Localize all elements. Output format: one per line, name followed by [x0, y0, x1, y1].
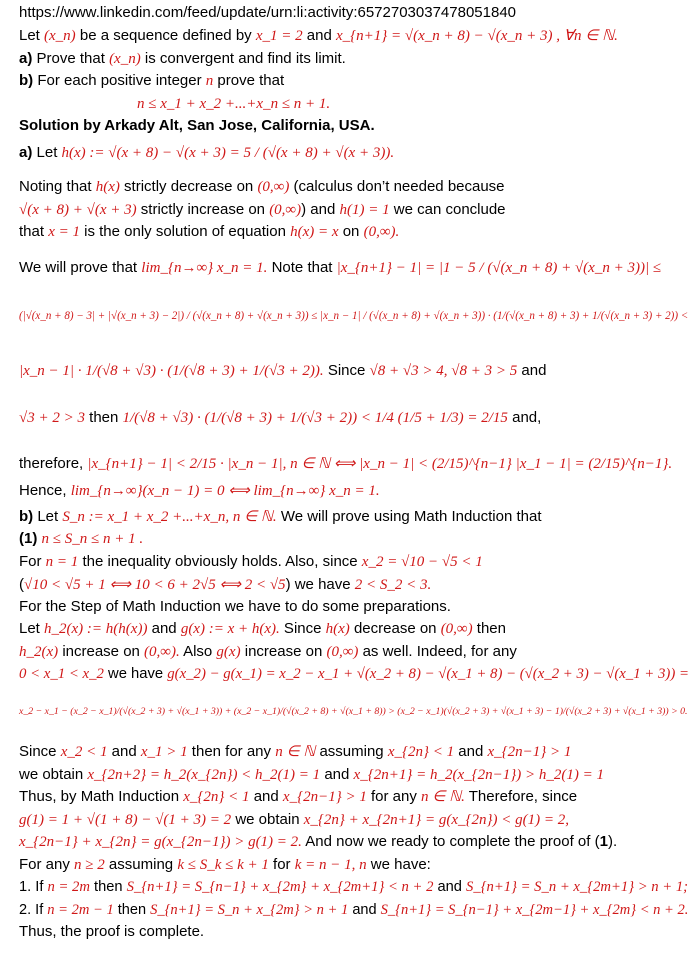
text-run: Let [19, 27, 45, 44]
text-run: ) and [301, 201, 340, 218]
text-run: then [472, 620, 506, 637]
math-expression: x_{2n−1} > 1 [282, 789, 367, 805]
math-expression: √(x + 8) + √(x + 3) [19, 202, 137, 218]
text-line [19, 307, 688, 325]
math-expression: n ≤ S_n ≤ n + 1 . [41, 531, 144, 547]
math-expression: n = 2m [47, 879, 90, 895]
text-line [19, 598, 451, 616]
bold-text: 1 [599, 833, 608, 850]
text-run: increase on [58, 643, 145, 660]
text-line [19, 856, 431, 874]
math-expression: 0 < x_1 < x_2 [19, 666, 104, 682]
text-line [19, 223, 399, 241]
bold-text: (1) [19, 530, 38, 547]
bold-text: b) [19, 72, 34, 89]
text-run: prove that [213, 72, 285, 89]
math-expression: x_{2n} + x_{2n+1} = g(x_{2n}) < g(1) = 2, [303, 812, 570, 828]
text-line [19, 178, 505, 196]
math-expression: S_{n+1} = S_{n−1} + x_{2m−1} + x_{2m} < n + 2. [380, 902, 689, 918]
math-expression: √3 + 2 > 3 [19, 410, 85, 426]
text-run: as well. Indeed, for any [358, 643, 517, 660]
text-line [19, 409, 541, 427]
math-expression: (0,∞) [269, 202, 302, 218]
text-run: Thus, by Math Induction [19, 788, 184, 805]
text-line [19, 743, 571, 761]
math-expression: n = 1 [45, 554, 79, 570]
text-run: For each positive integer [33, 72, 206, 89]
math-expression: S_{n+1} = S_n + x_{2m+1} > n + 1; [466, 879, 689, 895]
math-expression: (0,∞). [363, 224, 400, 240]
math-expression: √10 < √5 + 1 ⟺ 10 < 6 + 2√5 ⟺ 2 < √5 [24, 577, 286, 593]
math-expression: h(x) [95, 179, 120, 195]
math-expression: x_1 = 2 [255, 28, 303, 44]
math-expression: lim_{n→∞}(x_n − 1) = 0 ⟺ lim_{n→∞} x_n = 1. [70, 483, 380, 499]
text-line [19, 259, 661, 277]
text-run: Let [33, 508, 63, 525]
text-run: ( [19, 576, 24, 593]
text-run: and [249, 788, 283, 805]
text-run: and [454, 743, 488, 760]
text-line [19, 620, 506, 638]
text-line [19, 201, 506, 219]
text-run: ). [607, 833, 618, 850]
math-expression: S_{n+1} = S_n + x_{2m} > n + 1 [150, 902, 349, 918]
text-run: Let [19, 620, 45, 637]
text-line [19, 144, 394, 162]
text-line [19, 833, 617, 851]
math-expression: (|√(x_n + 8) − 3| + |√(x_n + 3) − 2|) / (√(x_n + 8) + √(x_n + 3)) ≤ |x_n − 1| / (√(x_n + 8) + √(x_n + 3)) · (1/(√(x_n + 8) + 3) + 1/(√(x_n + 3) + 2)) < [19, 310, 689, 322]
text-run: and [517, 362, 547, 379]
text-run: and, [507, 409, 542, 426]
math-expression: (0,∞) [440, 621, 473, 637]
math-expression: h_2(x) := h(h(x)) [44, 621, 148, 637]
text-run: And now we ready to complete the proof of ( [301, 833, 600, 850]
source-url[interactable] [19, 4, 516, 22]
math-expression: x_2 − x_1 − (x_2 − x_1)/(√(x_2 + 3) + √(x_1 + 3)) + (x_2 − x_1)/(√(x_2 + 8) + √(x_1 + 8)) > (x_2 − x_1)(√(x_2 + 3) + √(x_1 + 3) − 1)/(√(x_2 + 3) + √(x_1 + 3)) > 0. [19, 706, 688, 717]
math-expression: k ≤ S_k ≤ k + 1 [177, 857, 269, 873]
math-expression: g(x) := x + h(x). [180, 621, 280, 637]
text-run: assuming [104, 856, 178, 873]
math-expression: x_{2n} < 1 [183, 789, 250, 805]
math-expression: x_1 > 1 [140, 744, 188, 760]
text-line [19, 50, 346, 68]
text-line [19, 508, 542, 526]
text-run: increase on [240, 643, 327, 660]
text-line [19, 643, 517, 661]
math-expression: (0,∞). [144, 644, 180, 660]
bold-text: b) [19, 508, 34, 525]
text-run: therefore, [19, 455, 88, 472]
text-run: we have [103, 666, 168, 682]
text-run: then [89, 879, 127, 895]
text-line [19, 530, 143, 548]
math-expression: x_{n+1} = √(x_n + 8) − √(x_n + 3) , ∀n ∈ ℕ. [335, 28, 618, 44]
math-expression: (x_n) [109, 51, 141, 67]
text-run: decrease on [349, 620, 441, 637]
text-run: and [320, 766, 354, 783]
text-line [19, 455, 672, 473]
text-run: Therefore, since [464, 788, 578, 805]
math-expression: 2 < S_2 < 3. [354, 577, 432, 593]
math-expression: (x_n) [44, 28, 76, 44]
text-line [19, 576, 431, 594]
text-line [19, 878, 688, 896]
text-run: 2. If [19, 902, 48, 918]
text-run: Since [279, 620, 326, 637]
text-run: and [107, 743, 141, 760]
math-expression: lim_{n→∞} x_n = 1. [141, 260, 268, 276]
text-line [19, 482, 380, 500]
bold-text: a) [19, 50, 33, 67]
bold-text: a) [19, 144, 33, 161]
math-expression: x_2 < 1 [60, 744, 108, 760]
text-line [19, 811, 569, 829]
math-expression: g(1) = 1 + √(1 + 8) − √(1 + 3) = 2 [19, 812, 232, 828]
text-line [19, 703, 688, 721]
text-line [19, 901, 688, 919]
text-run: then for any [187, 743, 276, 760]
text-line [19, 923, 204, 941]
text-run: For [19, 553, 46, 570]
text-run: Also [179, 643, 217, 660]
math-expression: x_{2n−1} > 1 [487, 744, 572, 760]
bold-text: Solution by Arkady Alt, San Jose, California, USA. [19, 117, 375, 134]
text-run: we obtain [19, 766, 88, 783]
text-run: Since [19, 743, 61, 760]
text-run: we have: [366, 856, 431, 873]
text-run: we obtain [231, 811, 304, 828]
text-run: we can conclude [389, 201, 506, 218]
math-expression: |x_n − 1| · 1/(√8 + √3) · (1/(√8 + 3) + 1/(√3 + 2)). [19, 363, 324, 379]
math-expression: h(x) = x [290, 224, 339, 240]
text-line [19, 72, 284, 90]
text-line [19, 27, 618, 45]
text-run: and [147, 620, 181, 637]
text-run: 1. If [19, 879, 48, 895]
text-run: for [268, 856, 295, 873]
math-expression: x_{2n+1} = h_2(x_{2n−1}) > h_2(1) = 1 [353, 767, 604, 783]
text-line [19, 665, 689, 683]
text-run: Note that [267, 259, 337, 276]
text-run: for any [366, 788, 422, 805]
text-line [137, 95, 330, 113]
math-expression: x_{2n+2} = h_2(x_{2n}) < h_2(1) = 1 [87, 767, 321, 783]
math-expression: n [205, 73, 214, 89]
text-run: strictly decrease on [119, 178, 258, 195]
text-run: Thus, the proof is complete. [19, 923, 205, 940]
text-run: then [84, 409, 123, 426]
math-expression: S_n := x_1 + x_2 +...+x_n, n ∈ ℕ. [62, 509, 277, 525]
text-run: For any [19, 856, 75, 873]
math-expression: x_{2n} < 1 [387, 744, 455, 760]
text-line [19, 788, 577, 806]
math-expression: n ≥ 2 [74, 857, 105, 873]
text-run: is convergent and find its limit. [140, 50, 346, 67]
math-expression: n ∈ ℕ [275, 744, 316, 760]
math-expression: √8 + √3 > 4, √8 + 3 > 5 [369, 363, 518, 379]
math-expression: h_2(x) [19, 644, 59, 660]
text-run: For the Step of Math Induction we have to do some preparations. [19, 598, 451, 615]
text-run: that [19, 223, 49, 240]
text-run: Let [32, 144, 62, 161]
text-run: https://www.linkedin.com/feed/update/urn:li:activity:6572703037478051840 [19, 4, 516, 21]
text-run: strictly increase on [136, 201, 270, 218]
math-expression: g(x) [216, 644, 241, 660]
math-expression: h(x) [325, 621, 350, 637]
math-expression: n ∈ ℕ. [421, 789, 465, 805]
math-expression: g(x_2) − g(x_1) = x_2 − x_1 + √(x_2 + 8) − √(x_1 + 8) − (√(x_2 + 3) − √(x_1 + 3)) = [167, 666, 689, 682]
math-expression: n ≤ x_1 + x_2 +...+x_n ≤ n + 1. [137, 96, 331, 112]
text-line [19, 362, 546, 380]
text-run: the inequality obviously holds. Also, since [78, 553, 362, 570]
math-expression: x_2 = √10 − √5 < 1 [361, 554, 483, 570]
math-expression: x = 1 [48, 224, 80, 240]
text-run: and [433, 879, 467, 895]
math-expression: |x_{n+1} − 1| = |1 − 5 / (√(x_n + 8) + √(x_n + 3))| ≤ [336, 260, 662, 276]
math-expression: h(x) := √(x + 8) − √(x + 3) = 5 / (√(x + 8) + √(x + 3)). [61, 145, 395, 161]
text-run: and [302, 27, 336, 44]
text-run: We will prove using Math Induction that [276, 508, 542, 525]
math-expression: x_{2n−1} + x_{2n} = g(x_{2n−1}) > g(1) = 2. [19, 834, 302, 850]
text-run: Prove that [32, 50, 110, 67]
text-run: is the only solution of equation [79, 223, 291, 240]
text-line [19, 766, 604, 784]
text-run: Hence, [19, 482, 71, 499]
math-expression: (0,∞) [326, 644, 359, 660]
text-run: then [113, 902, 151, 918]
math-expression: S_{n+1} = S_{n−1} + x_{2m} + x_{2m+1} < n + 2 [126, 879, 434, 895]
text-run: Noting that [19, 178, 96, 195]
math-expression: 1/(√8 + √3) · (1/(√8 + 3) + 1/(√3 + 2)) < 1/4 (1/5 + 1/3) = 2/15 [122, 410, 508, 426]
text-line [19, 553, 483, 571]
math-expression: n = 2m − 1 [47, 902, 114, 918]
text-run: and [348, 902, 381, 918]
text-run: We will prove that [19, 259, 142, 276]
text-run: Since [323, 362, 370, 379]
math-expression: |x_{n+1} − 1| < 2/15 · |x_n − 1|, n ∈ ℕ ⟺ |x_n − 1| < (2/15)^{n−1} |x_1 − 1| = (2/15)^{n−1}. [87, 456, 673, 472]
text-run: on [338, 223, 364, 240]
math-expression: k = n − 1, n [294, 857, 367, 873]
text-run: (calculus don’t needed because [289, 178, 505, 195]
text-run: assuming [315, 743, 388, 760]
text-run: be a sequence defined by [75, 27, 256, 44]
text-line [19, 117, 375, 135]
math-expression: (0,∞) [257, 179, 290, 195]
math-expression: h(1) = 1 [339, 202, 390, 218]
text-run: ) we have [285, 576, 355, 593]
